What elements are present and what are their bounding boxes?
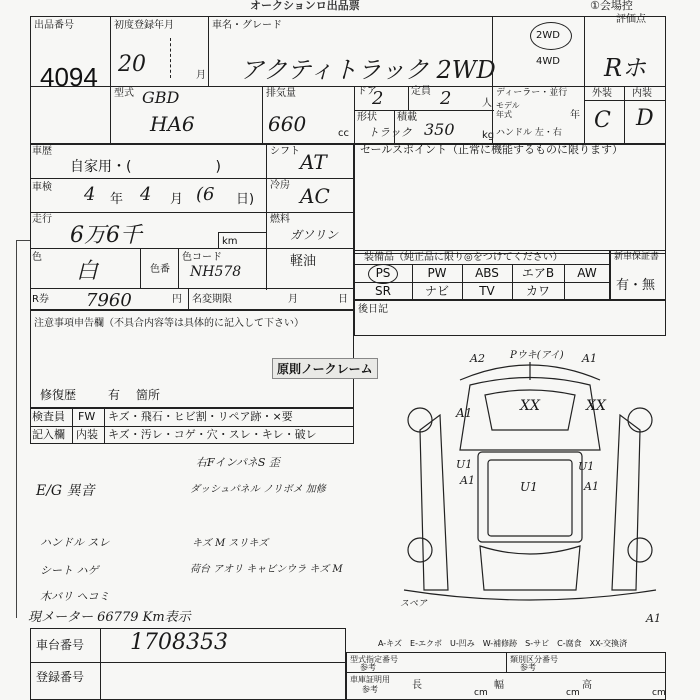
car-name-label: 車名・グレード [212, 20, 282, 31]
int-items: キズ・汚レ・コゲ・穴・スレ・キレ・破レ [108, 428, 317, 441]
category-label: 類別区分番号 [510, 655, 558, 664]
diagram-spare-mark: スペア [400, 599, 428, 609]
diagram-mark: U1 [578, 460, 595, 473]
fuel-label: 燃料 [270, 214, 290, 225]
inspector-note: 木バリ ヘコミ [40, 590, 110, 603]
diagram-mark: U1 [520, 480, 538, 494]
model-label: 型式 [114, 88, 134, 99]
equip-airbag: エアB [521, 266, 555, 280]
diagram-mark: A1 [582, 352, 597, 365]
capacity-unit: 人 [482, 98, 492, 109]
mileage-label: 走行 [32, 214, 52, 225]
int-items-label: 内装 [76, 428, 98, 441]
warranty-value: 有・無 [616, 278, 656, 293]
header-title: オークションロ出品票 [250, 0, 360, 12]
no-claim-stamp: 原則ノークレーム [272, 358, 378, 379]
inspection-year: 年 [110, 192, 124, 207]
inspector-note: 荷台 アオリ キャビンウラ キズ M [190, 564, 343, 575]
drive-4wd: 4WD [536, 56, 560, 67]
model-value-2: HA6 [150, 112, 195, 136]
load-label: 積載 [397, 112, 417, 123]
inspection-month-value: 4 [140, 184, 152, 205]
registration-label: 名変期限 [192, 294, 232, 305]
diagram-wheel-rl [408, 538, 432, 562]
diagram-mark: A1 [460, 474, 475, 487]
fuel-value-2: 軽油 [290, 254, 317, 269]
model-value-1: GBD [142, 88, 180, 107]
equip-pw: PW [427, 266, 447, 280]
capacity-value: 2 [440, 88, 452, 109]
type-spec-sub: 参考 [360, 663, 376, 672]
shift-label: シフト [270, 146, 300, 157]
venue-copy-label: ①会場控 [590, 0, 633, 12]
grade-label: 評価点 [616, 14, 646, 25]
inspector-label-1: 検査員 [32, 410, 65, 423]
repair-value: 有 [108, 388, 121, 402]
handle-label: ハンドル 左・右 [496, 128, 562, 138]
int-label: 内装 [632, 88, 652, 99]
recycle-label: R券 [32, 294, 49, 305]
lot-number-value: 4094 [40, 62, 98, 92]
repair-label: 修復歴 [40, 388, 77, 402]
load-unit: kg [482, 130, 495, 141]
dealer-label: ディーラー・並行 [496, 88, 568, 98]
diagram-mark: A2 [470, 352, 485, 365]
usage-value: 自家用・( ) [70, 159, 221, 175]
model-year-label: モデル年式 [496, 101, 520, 119]
inspection-label: 車検 [32, 182, 52, 193]
aircon-label: 冷房 [270, 180, 290, 191]
grade-value: Rホ [604, 54, 647, 82]
model-year-unit: 年 [570, 110, 580, 121]
diagram-mark: A1 [646, 612, 661, 625]
category-sub: 参考 [520, 663, 536, 672]
diagram-bed-inner [488, 460, 572, 536]
diagram-mark: Pウキ(アイ) [510, 350, 564, 361]
registration-day: 日 [338, 294, 348, 305]
sales-points-label: セールスポイント（正常に機能するものに限ります） [360, 143, 624, 156]
vin-height-label: 高 [582, 680, 592, 691]
type-spec-label: 型式指定番号 [350, 655, 398, 664]
doors-value: 2 [372, 88, 384, 109]
first-reg-label: 初度登録年月 [114, 20, 174, 31]
inspector-note: E/G 異音 [36, 483, 95, 499]
inspector-note: 現メーター 66779 Km表示 [28, 610, 191, 625]
diagram-wheel-fr [628, 408, 652, 432]
reg-number-label: 登録番号 [36, 670, 85, 684]
displacement-label: 排気量 [266, 88, 296, 99]
equip-navi: ナビ [424, 284, 449, 298]
fuel-value-1: ガソリン [290, 228, 339, 242]
inspector-note: ダッシュパネル ノリボメ 加修 [190, 484, 326, 495]
damage-diagram [400, 340, 660, 602]
equip-sr: SR [375, 284, 391, 298]
inspection-day-value: (6 [196, 184, 215, 205]
equip-ps: PS [375, 266, 391, 280]
vin-height-unit: cm [652, 688, 666, 698]
sales-points-frame [354, 144, 666, 254]
diagram-left-side [420, 415, 448, 590]
displacement-unit: cc [338, 128, 349, 139]
diagram-wheel-rr [628, 538, 652, 562]
shift-value: AT [300, 150, 327, 174]
chassis-label: 車台番号 [36, 638, 85, 652]
vin-width-unit: cm [566, 688, 580, 698]
notes-label: 注意事項申告欄（不具合内容等は具体的に記入して下さい） [34, 318, 304, 329]
inspector-note: ハンドル スレ [40, 536, 110, 549]
equip-tv: TV [479, 284, 495, 298]
after-install-label: 後日記 [358, 304, 388, 315]
diagram-mark: XX [586, 398, 606, 414]
diagram-right-side [612, 415, 640, 590]
inspector-note: シート ハゲ [40, 564, 99, 577]
fw-items: キズ・飛石・ヒビ割・リペア跡・×要 [108, 410, 293, 423]
lot-number-label: 出品番号 [34, 20, 74, 31]
repair-place: 箇所 [136, 388, 161, 402]
inspection-year-value: 4 [84, 184, 96, 205]
vin-length-unit: cm [474, 688, 488, 698]
color-code-label: 色コード [182, 252, 222, 263]
inspector-note: キズ M スリキズ [192, 538, 269, 549]
equip-abs: ABS [475, 266, 499, 280]
equip-leather: カワ [525, 284, 550, 298]
diagram-mark: U1 [456, 458, 473, 471]
usage-label: 車歴 [32, 146, 52, 157]
first-reg-month-unit: 月 [196, 70, 206, 81]
warranty-label: 新車保証書 [614, 252, 660, 262]
mileage-value: 6万6千 [70, 223, 142, 248]
equip-aw: AW [577, 266, 597, 280]
diagram-mark: A1 [456, 406, 473, 420]
int-value: D [636, 106, 654, 131]
diagram-rear-gate [480, 546, 580, 590]
vin-length-label: 長 [412, 680, 422, 691]
displacement-value: 660 [268, 112, 307, 136]
diagram-underbody-curve [404, 590, 656, 600]
color-value: 白 [76, 259, 99, 284]
mileage-unit: km [222, 236, 238, 247]
ext-value: C [594, 108, 611, 133]
aircon-value: AC [300, 184, 330, 208]
vin-cert-label: 車庫証明用 [350, 675, 390, 684]
inspector-note: 右FインパネS 歪 [196, 456, 280, 469]
diagram-mark: XX [520, 398, 540, 414]
recycle-value: 7960 [86, 290, 132, 311]
color-label: 色 [32, 252, 42, 263]
recycle-unit: 円 [172, 294, 182, 305]
ext-label: 外装 [592, 88, 612, 99]
after-install-frame [354, 300, 666, 336]
vin-cert-sub: 参考 [362, 685, 378, 694]
inspection-month: 月 [170, 192, 184, 207]
diagram-wheel-fl [408, 408, 432, 432]
registration-month: 月 [288, 294, 298, 305]
color-number-label: 色番 [150, 264, 170, 275]
fw-label: FW [78, 410, 96, 423]
vin-width-label: 幅 [494, 680, 504, 691]
diagram-mark: A1 [584, 480, 599, 493]
diagram-legend: A-キズ E-エクボ U-凹み W-補修跡 S-サビ C-腐食 XX-交換済 [378, 639, 628, 648]
inspector-label-2: 記入欄 [32, 428, 65, 441]
load-value: 350 [424, 120, 455, 139]
color-code-value: NH578 [190, 264, 242, 280]
ps-circle [368, 264, 398, 284]
chassis-value: 1708353 [130, 630, 228, 655]
inspection-day: 日) [236, 192, 255, 207]
diagram-bed [478, 452, 582, 542]
body-type-value: トラック [368, 126, 412, 139]
equipment-label: 装備品（純正品に限り◎をつけてください） [364, 252, 563, 263]
capacity-label: 定員 [411, 86, 431, 97]
first-reg-year: 20 [118, 52, 146, 77]
body-type-label: 形状 [357, 112, 377, 123]
doors-label: ドア [357, 86, 377, 97]
car-name-value: アクティトラック 2WD [240, 56, 496, 84]
drive-2wd: 2WD [536, 30, 560, 41]
